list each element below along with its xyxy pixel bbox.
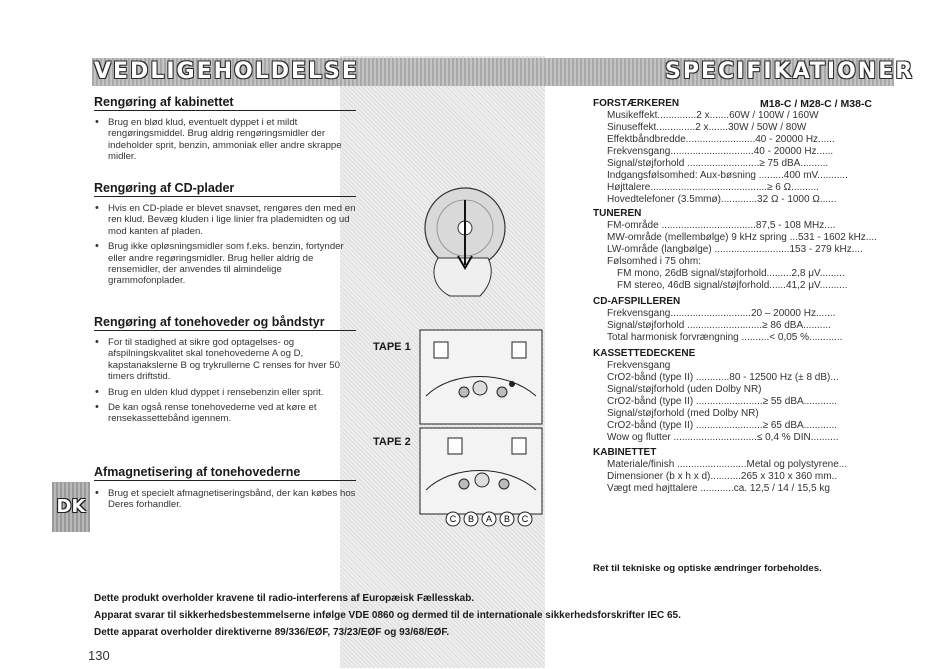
marker-a: A	[485, 514, 493, 524]
spec-line: Signal/støjforhold ...........................≥ 86 dBA..........	[607, 320, 831, 331]
tape2-label: TAPE 2	[373, 436, 411, 448]
cabinet-spec-heading: KABINETTET	[593, 447, 657, 458]
list-item: • Brug ikke opløsningsmidler som f.eks. benzin, fortynder eller andre regøringsmidler. Brug heller aldrig de rensemidler, der anvendes til almindelige grammofonplader.	[94, 241, 356, 287]
spec-line: Frekvensgang.............................20 – 20000 Hz.......	[607, 308, 836, 319]
list-item: • Brug en ulden klud dyppet i rensebenzin eller sprit.	[94, 387, 356, 398]
spec-line: MW-område (mellembølge) 9 kHz spring ...531 - 1602 kHz....	[607, 232, 877, 243]
list-item: • De kan også rense tonehovederne ved at køre et rensekassettebånd igennem.	[94, 402, 356, 425]
marker-c: C	[449, 514, 457, 524]
list-item: • Brug et specielt afmagnetiseringsbånd, der kan købes hos Deres forhandler.	[94, 488, 356, 511]
tape2-markers	[443, 510, 538, 528]
list-item: • Hvis en CD-plade er blevet snavset, rengøres den med en ren klud. Bevæg kluden i lige linier fra plademidten og ud mod kanten af pladen.	[94, 203, 356, 237]
marker-b: B	[503, 514, 511, 524]
tape2-deck-illustration	[412, 424, 547, 524]
demagnetize-list	[94, 488, 356, 515]
tuner-heading: TUNEREN	[593, 208, 642, 219]
spec-line: Wow og flutter ..............................≤ 0,4 % DIN..........	[607, 432, 839, 443]
spec-line: Frekvensgang..............................40 - 20000 Hz......	[607, 146, 834, 157]
spec-line: FM stereo, 46dB signal/støjforhold......41,2 μV..........	[617, 280, 848, 291]
footer-line-2: Apparat svarar til sikkerhedsbestemmelserne infølge VDE 0860 og dermed til de internationale sikkerhedsforskrifter IEC 65.	[94, 610, 681, 621]
demagnetize-heading: Afmagnetisering af tonehovederne	[94, 465, 356, 481]
cd-cleaning-heading: Rengøring af CD-plader	[94, 181, 356, 197]
spec-line: Vægt med højttalere ............ca. 12,5 / 14 / 15,5 kg	[607, 483, 830, 494]
list-item: • For til stadighed at sikre god optagelses- og afspilningskvalitet skal tonehovederne A og D, kapstanakslerne B og trykrullerne C renses for hver 50 timers driftstid.	[94, 337, 356, 383]
amplifier-heading: FORSTÆRKEREN	[593, 98, 680, 109]
head-cleaning-list	[94, 337, 356, 429]
spec-line: Materiale/finish .........................Metal og polystyrene...	[607, 459, 848, 470]
page-number: 130	[88, 648, 110, 663]
footer-line-1: Dette produkt overholder kravene til radio-interferens af Europæisk Fællesskab.	[94, 593, 475, 604]
spec-line: Effektbåndbredde.........................40 - 20000 Hz......	[607, 134, 835, 145]
list-item: • Brug en blød klud, eventuelt dyppet i et mildt rengøringsmiddel. Brug aldrig rengøringsmidler der indeholder sprit, benzin, ammoniak eller andre skrappe midler.	[94, 117, 356, 163]
cabinet-cleaning-list	[94, 117, 356, 167]
rights-reserved-note: Ret til tekniske og optiske ændringer forbeholdes.	[593, 563, 822, 574]
spec-line: Signal/støjforhold (med Dolby NR)	[607, 408, 759, 419]
footer-line-3: Dette apparat overholder direktiverne 89/336/EØF, 73/23/EØF og 93/68/EØF.	[94, 627, 450, 638]
spec-line: CrO2-bånd (type II) ........................≥ 55 dBA............	[607, 396, 838, 407]
spec-line: CrO2-bånd (type II) ........................≥ 65 dBA............	[607, 420, 838, 431]
spec-line: Signal/støjforhold (uden Dolby NR)	[607, 384, 762, 395]
cassette-heading: KASSETTEDECKENE	[593, 348, 696, 359]
spec-line: LW-område (langbølge) ...........................153 - 279 kHz....	[607, 244, 863, 255]
spec-line: Hovedtelefoner (3.5mmø).............32 Ω - 1000 Ω......	[607, 194, 837, 205]
marker-b: B	[467, 514, 475, 524]
spec-line: FM-område ..................................87,5 - 108 MHz....	[607, 220, 836, 231]
head-cleaning-heading: Rengøring af tonehoveder og båndstyr	[94, 315, 356, 331]
spec-line: Frekvensgang	[607, 360, 671, 371]
spec-line: Musikeffekt..............2 x.......60W / 100W / 160W	[607, 110, 819, 121]
model-numbers: M18-C / M28-C / M38-C	[760, 98, 873, 110]
cabinet-cleaning-heading: Rengøring af kabinettet	[94, 95, 356, 111]
spec-line: Højttalere..........................................≥ 6 Ω..........	[607, 182, 819, 193]
marker-c: C	[521, 514, 529, 524]
language-badge: DK	[52, 482, 90, 532]
spec-line: Total harmonisk forvrængning ..........< 0,05 %............	[607, 332, 843, 343]
cd-player-heading: CD-AFSPILLEREN	[593, 296, 681, 307]
spec-line: CrO2-bånd (type II) ............80 - 12500 Hz (± 8 dB)...	[607, 372, 839, 383]
spec-line: FM mono, 26dB signal/støjforhold.........2,8 μV.........	[617, 268, 845, 279]
spec-line: Indgangsfølsomhed: Aux-bøsning .........400 mV...........	[607, 170, 848, 181]
maintenance-title: VEDLIGEHOLDELSE	[94, 59, 359, 84]
spec-line: Følsomhed i 75 ohm:	[607, 256, 701, 267]
cd-cleaning-list	[94, 203, 356, 291]
cd-cleaning-illustration	[410, 180, 520, 300]
spec-line: Dimensioner (b x h x d)...........265 x 310 x 360 mm..	[607, 471, 838, 482]
tape1-label: TAPE 1	[373, 341, 411, 353]
specifications-title: SPECIFIKATIONER	[665, 59, 915, 84]
spec-line: Signal/støjforhold ..........................≥ 75 dBA..........	[607, 158, 829, 169]
spec-line: Sinuseffekt..............2 x.......30W / 50W / 80W	[607, 122, 807, 133]
